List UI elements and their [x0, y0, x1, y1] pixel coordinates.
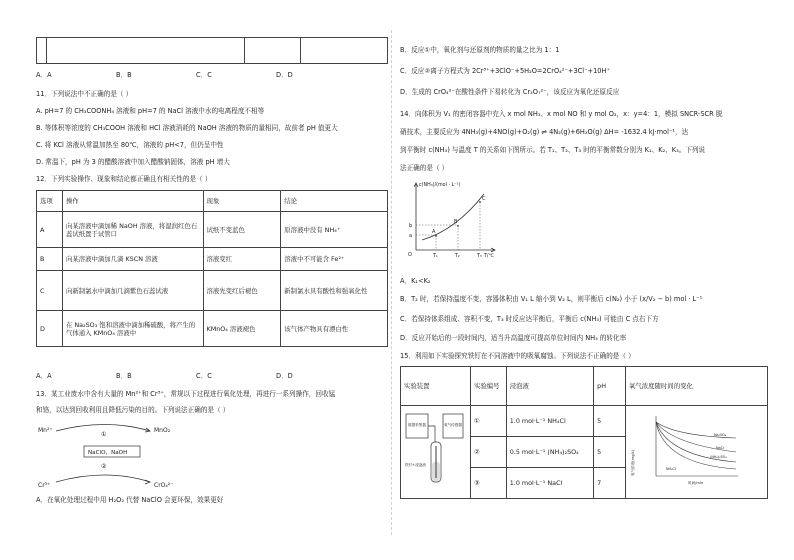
q15-header: 氧气浓度随时间的变化 — [625, 367, 767, 406]
q12-table — [36, 190, 388, 347]
label-nh4-2so4: (NH₄)₂SO₄ — [709, 455, 727, 459]
q14-xtick-t3: T₃ — [477, 254, 482, 258]
point-b — [457, 225, 459, 227]
q15-cell: 0.5 mol·L⁻¹ (NH₄)₂SO₄ — [506, 437, 593, 468]
label-nh4cl: NH₄Cl — [665, 467, 676, 471]
q13-diagram — [36, 422, 186, 490]
q11-stem: 11．下列说法中不正确的是（ ） — [36, 90, 133, 98]
q14-xtick-t1: T₁ — [433, 254, 438, 258]
option-c[interactable]: C．C — [196, 71, 212, 79]
option-a[interactable]: A．A — [36, 372, 52, 380]
option-b[interactable]: B．B — [116, 71, 132, 79]
q14-stem-line2: 硝技术，主要反应为 4NH₃(g)+4NO(g)+O₂(g) ⇌ 4N₂(g)+6H₂O(g) ΔH= -1632.4 kJ·mol⁻¹，达 — [400, 128, 689, 136]
step2-arrow — [56, 475, 150, 482]
q13-option-d[interactable]: D．生成的 CrO₄²⁻在酸性条件下易转化为 Cr₂O₇²⁻，该反应为氧化还原反应 — [400, 88, 620, 96]
right-column — [400, 0, 768, 560]
step1-label: ① — [101, 431, 107, 438]
q12-cell: A — [37, 212, 63, 248]
q12-cell: 原溶液中没有 NH₄⁺ — [281, 212, 388, 248]
option-b[interactable]: B．B — [116, 372, 132, 380]
q14-stem-line1: 14．向体积为 V₁ 的密闭容器中充入 x mol NH₃、x mol NO 和 y mol O₂，x：y=4：1，模拟 SNCR-SCR 脱 — [400, 110, 723, 118]
q15-stem: 15．利用如下实验探究铁钉在不同溶液中的吸氧腐蚀。下列说法不正确的是（ ） — [400, 352, 635, 360]
q12-cell: 向新制氯水中滴加几滴紫色石蕊试液 — [62, 271, 203, 311]
top-table-options — [36, 71, 356, 79]
label-nacl: NaCl — [715, 446, 724, 450]
oxygen-sensor-label: 氧气传感器 — [444, 423, 462, 427]
q12-cell: 溶液变红 — [203, 248, 281, 271]
q14-ylabel: c(NH₃)/(mol · L⁻¹) — [419, 183, 461, 188]
q14-xlabel: T/℃ — [484, 254, 494, 258]
q15-cell: ③ — [470, 468, 506, 499]
label-na2so4: Na₂SO₄ — [713, 433, 727, 437]
q15-header: 浸泡液 — [506, 367, 593, 406]
q15-cell: 1.0 mol·L⁻¹ NaCl — [506, 468, 593, 499]
q14-stem-line4: 法正确的是（ ） — [400, 164, 449, 172]
q15-cell: ① — [470, 406, 506, 437]
curve-nh4cl — [656, 422, 736, 469]
q14-option-d[interactable]: D．反应开始后的一段时间内，适当升高温度可提高单位时间内 NH₃ 的转化率 — [400, 334, 627, 342]
q13-option-b[interactable]: B．反应①中，氧化剂与还原剂的物质的量之比为 1：1 — [400, 46, 560, 54]
oxygen-chart-cell — [625, 406, 767, 499]
point-c — [479, 201, 481, 203]
q12-cell: 该气体产物具有漂白性 — [281, 311, 388, 347]
q12-header: 结论 — [281, 191, 388, 212]
option-c[interactable]: C．C — [196, 372, 212, 380]
cr-in-label: Cr³⁺ — [38, 482, 51, 489]
top-table-cell — [37, 38, 47, 64]
q12-row — [37, 248, 388, 271]
column-divider — [391, 30, 392, 535]
top-table — [36, 37, 388, 64]
cr-out-label: CrO₄²⁻ — [154, 482, 174, 489]
q14-ytick-a: a — [409, 233, 413, 239]
oxygen-xlabel: 时间/min — [687, 481, 704, 485]
left-column — [30, 0, 386, 560]
apparatus-cell — [401, 406, 471, 499]
option-d[interactable]: D．D — [276, 71, 293, 79]
mn-in-label: Mn²⁺ — [38, 427, 53, 434]
q11-option-a[interactable]: A. pH=7 的 CH₃COONH₄ 溶液和 pH=7 的 NaCl 溶液中水的电离程度不相等 — [36, 107, 265, 115]
option-d[interactable]: D．D — [276, 372, 293, 380]
q12-stem: 12．下列实验操作、现象和结论都正确且有相关性的是（ ） — [36, 175, 212, 183]
q12-cell: KMnO₄ 溶液褪色 — [203, 311, 281, 347]
q14-option-b[interactable]: B．T₂ 时，若保持温度不变，容器体积由 V₁ L 缩小到 V₂ L，则平衡后 c(N₂) 小于 (x/V₂ − b) mol · L⁻¹ — [400, 295, 703, 303]
q13-option-c[interactable]: C．反应②离子方程式为 2Cr³⁺+3ClO⁻+5H₂O=2CrO₄²⁻+3Cl⁻+10H⁺ — [400, 67, 610, 75]
q15-cell: 1.0 mol·L⁻¹ NH₄Cl — [506, 406, 593, 437]
q14-stem-line3: 到平衡时 c(NH₃) 与温度 T 的关系如下图所示。若 T₁、T₂、T₃ 时的平衡常数分别为 K₁、K₂、K₃。下列说 — [400, 146, 706, 154]
q15-cell: ② — [470, 437, 506, 468]
q12-cell: 试纸不变蓝色 — [203, 212, 281, 248]
q11-option-d[interactable]: D. 常温下，pH 为 3 的醋酸溶液中加入醋酸钠固体，溶液 pH 增大 — [36, 158, 230, 166]
q13-option-a[interactable]: A．在氧化处理过程中用 H₂O₂ 代替 NaClO 会更环保，效果更好 — [36, 496, 224, 504]
q15-table — [400, 366, 768, 499]
q12-cell: 溶液先变红后褪色 — [203, 271, 281, 311]
q12-cell: D — [37, 311, 63, 347]
top-table-cell — [46, 38, 244, 64]
q12-header: 选项 — [37, 191, 63, 212]
q13-stem-line2: 和铬，以达到回收利用且降低污染的目的。下列说法正确的是（ ） — [36, 406, 230, 414]
q14-graph — [404, 178, 500, 258]
oxygen-chart — [626, 406, 766, 496]
q12-cell: B — [37, 248, 63, 271]
q12-row — [37, 271, 388, 311]
q12-options — [36, 372, 356, 380]
nail-label: 铁钉+浸泡液 — [405, 463, 426, 467]
q12-row — [37, 212, 388, 248]
q12-cell: 新制氯水具有酸性和强氧化性 — [281, 271, 388, 311]
q15-header: 实验编号 — [470, 367, 506, 406]
q15-cell: 5 — [594, 406, 626, 437]
q12-cell: 向某溶液中滴加几滴 KSCN 溶液 — [62, 248, 203, 271]
point-b-label: B — [454, 219, 458, 225]
q15-row — [401, 406, 768, 437]
top-table-cell — [301, 38, 388, 64]
q14-option-a[interactable]: A．K₁<K₂ — [400, 277, 431, 285]
q12-cell: 溶液中不可能含 Fe²⁺ — [281, 248, 388, 271]
q12-cell: C — [37, 271, 63, 311]
q15-header: 实验装置 — [401, 367, 471, 406]
apparatus-diagram — [401, 406, 469, 496]
q12-row — [37, 311, 388, 347]
data-collector-label: 数据采集器 — [408, 423, 426, 427]
q12-cell: 向某溶液中滴加稀 NaOH 溶液，将湿润红色石蕊试纸置于试管口 — [62, 212, 203, 248]
q14-xtick-t2: T₂ — [455, 254, 460, 258]
point-a-label: A — [432, 229, 436, 235]
point-c-label: C — [482, 196, 486, 202]
q13-stem-line1: 13．某工业废水中含有大量的 Mn²⁺和 Cr³⁺，常规以下过程进行氧化处理，再进行一系列操作，回收锰 — [36, 390, 336, 398]
option-a[interactable]: A．A — [36, 71, 52, 79]
oxygen-ylabel: 氧气浓度(mg/L) — [630, 449, 635, 476]
q15-cell: 5 — [594, 437, 626, 468]
q14-ytick-b: b — [409, 223, 413, 229]
reagent-label: NaClO、NaOH — [88, 450, 128, 456]
q12-header: 现象 — [203, 191, 281, 212]
q11-option-c[interactable]: C. 将 KCl 溶液从常温加热至 80℃，溶液的 pH<7，但仍呈中性 — [36, 141, 224, 149]
mn-out-label: MnO₂ — [154, 427, 171, 434]
q14-option-c[interactable]: C．若保持体系组成、容积不变，T₃ 时反应达平衡后，平衡后 c(NH₃) 可能由 C 点右下方 — [400, 315, 659, 323]
q15-header: pH — [594, 367, 626, 406]
top-table-cell — [245, 38, 301, 64]
point-a — [435, 235, 437, 237]
q12-header: 操作 — [62, 191, 203, 212]
q11-option-b[interactable]: B. 等体积等浓度的 CH₃COOH 溶液和 HCl 溶液消耗的 NaOH 溶液的物质的量相同，故前者 pH 值更大 — [36, 124, 338, 132]
curve-nacl — [656, 422, 736, 452]
q14-origin: O — [408, 252, 412, 258]
q15-cell: 7 — [594, 468, 626, 499]
step2-label: ② — [101, 463, 107, 470]
q12-cell: 在 Na₂SO₃ 饱和溶液中滴加稀硫酸，将产生的气体通入 KMnO₄ 溶液中 — [62, 311, 203, 347]
